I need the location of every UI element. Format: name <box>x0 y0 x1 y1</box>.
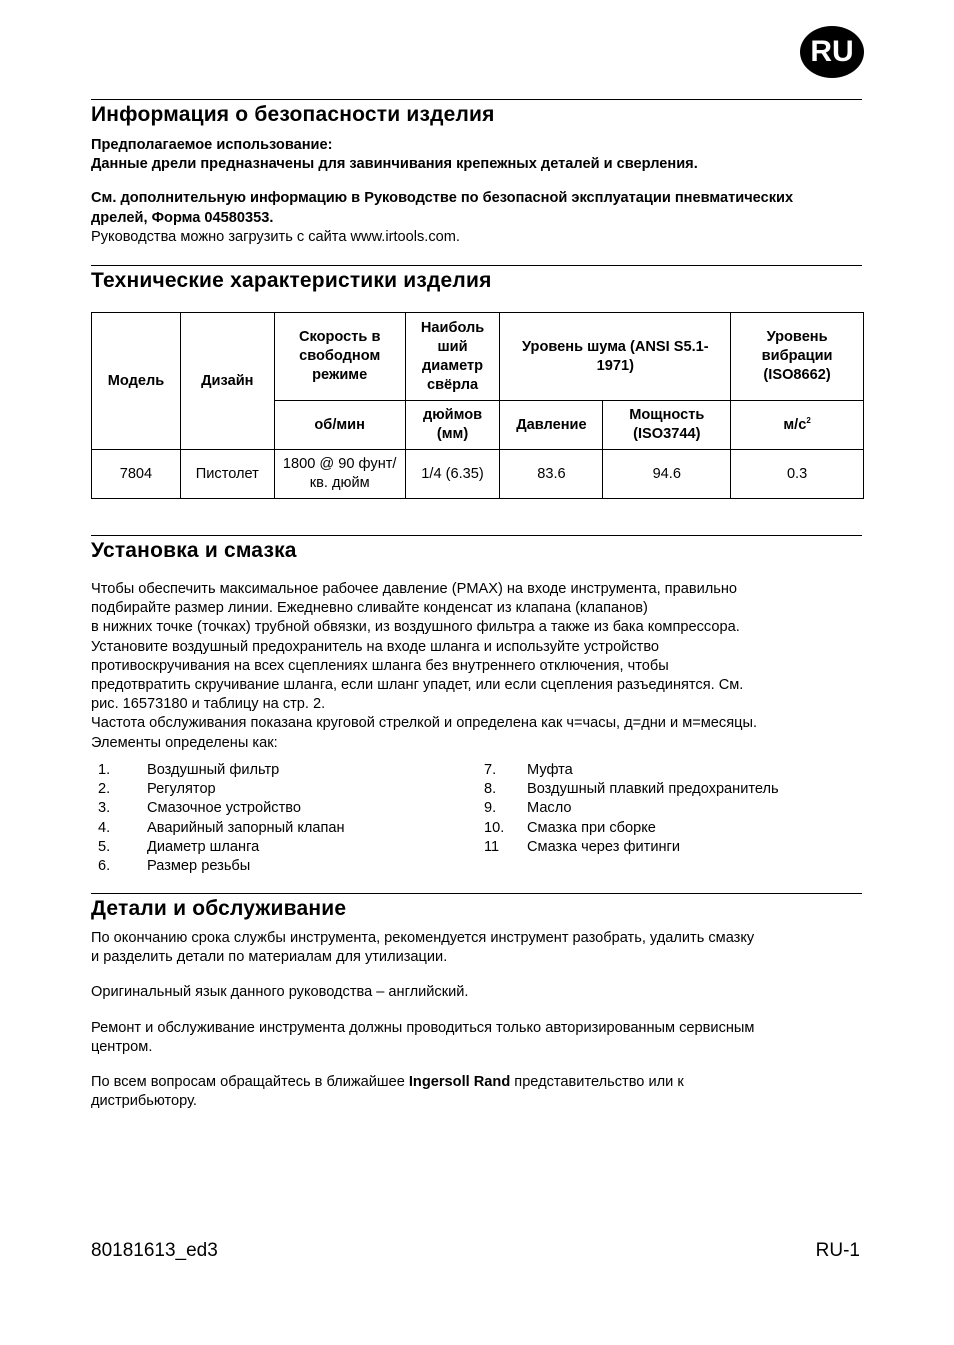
list-text: Смазка через фитинги <box>527 838 680 855</box>
list-item <box>98 761 345 780</box>
parts-p1-line1: По окончанию срока службы инструмента, рекомендуется инструмент разобрать, удалить смазку <box>91 930 755 946</box>
unit-vibration <box>731 401 864 450</box>
install-line: Чтобы обеспечить максимальное рабочее давление (PMAX) на входе инструмента, правильно <box>91 581 738 597</box>
list-item <box>98 819 345 838</box>
safety-block <box>91 136 866 247</box>
parts-text <box>91 929 866 1111</box>
unit-pressure: Давление <box>500 401 603 450</box>
cell-power: 94.6 <box>603 450 731 499</box>
list-text: Размер резьбы <box>147 858 251 875</box>
install-line: противоскручивания на всех сцеплениях шланга без внутреннего отключения, чтобы <box>91 657 669 674</box>
parts-p4-post: представительство или к <box>510 1074 684 1091</box>
list-num: 5. <box>98 838 111 855</box>
list-num: 2. <box>98 781 111 798</box>
cell-pressure: 83.6 <box>500 450 603 499</box>
table-row <box>92 450 864 499</box>
list-item <box>484 838 779 857</box>
cell-speed: 1800 @ 90 фунт/кв. дюйм <box>274 450 405 499</box>
list-item <box>98 838 345 857</box>
more-info-line2: дрелей, Форма 04580353. <box>91 209 274 226</box>
install-line: предотвратить скручивание шланга, если шланг упадет, или если сцепления разъединятся. См. <box>91 677 744 694</box>
brand-name: Ingersoll Rand <box>408 1074 511 1091</box>
list-num: 9. <box>484 800 497 817</box>
header-noise: Уровень шума (ANSI S5.1-1971) <box>500 313 731 401</box>
page-number: RU-1 <box>815 1240 860 1261</box>
intended-use-text: Данные дрели предназначены для завинчивания крепежных деталей и сверления. <box>91 156 698 173</box>
list-num: 6. <box>98 858 111 875</box>
intended-use-label: Предполагаемое использование: <box>91 137 333 153</box>
header-vibration: Уровень вибрации (ISO8662) <box>731 313 864 401</box>
header-design: Дизайн <box>180 313 274 450</box>
list-text: Диаметр шланга <box>147 838 260 855</box>
elements-list-left <box>98 761 345 876</box>
section-title-safety: Информация о безопасности изделия <box>91 103 495 126</box>
list-item <box>98 799 345 818</box>
section-title-parts: Детали и обслуживание <box>91 897 347 920</box>
unit-speed: об/мин <box>274 401 405 450</box>
list-item <box>484 819 779 838</box>
list-text: Масло <box>527 800 572 817</box>
parts-p3-line2: центром. <box>91 1038 153 1055</box>
list-text: Воздушный фильтр <box>147 762 280 778</box>
section-title-specs: Технические характеристики изделия <box>91 269 492 292</box>
parts-p4-line2: дистрибьютору. <box>91 1093 197 1110</box>
cell-vibration: 0.3 <box>731 450 864 499</box>
doc-number: 80181613_ed3 <box>91 1240 218 1261</box>
list-item <box>98 780 345 799</box>
list-num: 11 <box>484 838 500 855</box>
install-line: Элементы определены как: <box>91 734 278 751</box>
list-num: 10. <box>484 819 505 836</box>
list-item <box>484 780 779 799</box>
list-item <box>484 799 779 818</box>
install-line: подбирайте размер линии. Ежедневно сливайте конденсат из клапана (клапанов) <box>91 600 648 617</box>
install-line: в нижних точке (точках) трубной обвязки, из воздушного фильтра а также из бака компрессора. <box>91 619 740 636</box>
list-num: 8. <box>484 781 497 798</box>
cell-design: Пистолет <box>180 450 274 499</box>
install-line: Частота обслуживания показана круговой стрелкой и определена как ч=часы, д=дни и м=месяцы. <box>91 715 757 732</box>
divider <box>91 265 862 266</box>
more-info-line1: См. дополнительную информацию в Руководстве по безопасной эксплуатации пневматических <box>91 190 794 207</box>
divider <box>91 535 862 536</box>
parts-p3-line1: Ремонт и обслуживание инструмента должны проводиться только авторизированным сервисным <box>91 1019 755 1036</box>
unit-vibration-text: м/с <box>783 416 807 433</box>
header-speed: Скорость в свободном режиме <box>274 313 405 401</box>
unit-drill: дюймов (мм) <box>405 401 500 450</box>
parts-p2: Оригинальный язык данного руководства – английский. <box>91 984 469 1001</box>
unit-power: Мощность (ISO3744) <box>603 401 731 450</box>
list-text: Муфта <box>527 762 573 778</box>
list-item <box>484 761 779 780</box>
list-text: Смазка при сборке <box>527 819 656 836</box>
language-badge: RU <box>800 26 864 78</box>
list-text: Аварийный запорный клапан <box>147 819 345 836</box>
list-text: Регулятор <box>147 781 216 798</box>
parts-p1-line2: и разделить детали по материалам для утилизации. <box>91 949 448 966</box>
list-num: 1. <box>98 762 111 778</box>
unit-vibration-sup: 2 <box>806 415 811 425</box>
list-text: Смазочное устройство <box>147 800 301 817</box>
section-title-install: Установка и смазка <box>91 539 297 562</box>
list-num: 7. <box>484 762 497 778</box>
list-item <box>98 857 345 876</box>
cell-model: 7804 <box>92 450 181 499</box>
download-text: Руководства можно загрузить с сайта www.irtools.com. <box>91 228 460 245</box>
spec-table <box>91 312 864 499</box>
divider <box>91 893 862 894</box>
elements-list-right <box>484 761 779 857</box>
list-num: 3. <box>98 800 111 817</box>
header-model: Модель <box>92 313 181 450</box>
list-text: Воздушный плавкий предохранитель <box>527 781 779 798</box>
install-line: рис. 16573180 и таблицу на стр. 2. <box>91 696 326 713</box>
header-drill: Наиболь ший диаметр свёрла <box>405 313 500 401</box>
cell-drill: 1/4 (6.35) <box>405 450 500 499</box>
divider <box>91 99 862 100</box>
install-text <box>91 580 866 753</box>
list-num: 4. <box>98 819 111 836</box>
parts-p4-pre: По всем вопросам обращайтесь в ближайшее <box>91 1074 409 1091</box>
install-line: Установите воздушный предохранитель на входе шланга и используйте устройство <box>91 638 660 655</box>
parts-p4-line1 <box>91 1073 866 1092</box>
